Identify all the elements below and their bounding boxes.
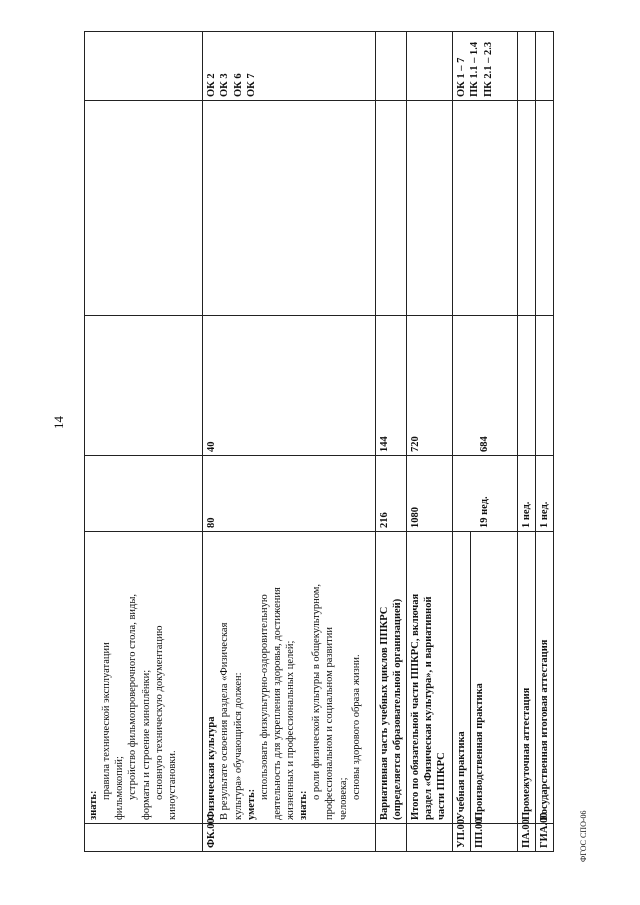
competences — [517, 32, 535, 101]
content-line: о роли физической культуры в общекультурном, — [311, 583, 323, 800]
content-line: Вариативная часть учебных циклов ППКРС — [378, 606, 390, 820]
content-line: Итого по обязательной части ППКРС, включая — [410, 593, 422, 820]
row-code: ПП.00 — [471, 824, 517, 852]
content-line: основы здорового образа жизни. — [350, 654, 362, 800]
table-row — [535, 32, 553, 852]
row-content — [203, 532, 376, 824]
table-row — [453, 32, 471, 852]
competences — [407, 32, 453, 101]
discipline — [203, 101, 376, 316]
hours-class — [85, 316, 203, 456]
hours-class: 720 — [407, 316, 453, 456]
row-content — [535, 532, 553, 824]
row-code — [375, 824, 406, 852]
row-code: ГИА.00 — [535, 824, 553, 852]
hours-class — [517, 316, 535, 456]
table-row — [517, 32, 535, 852]
practice-weeks: 19 нед. — [453, 456, 517, 532]
page-number: 14 — [51, 416, 66, 429]
competences: ОК 1 – 7 ПК 1.1 – 1.4 ПК 2.1 – 2.3 — [453, 32, 517, 101]
content-line: человека; — [337, 777, 349, 820]
row-code — [85, 824, 203, 852]
hours-max: 216 — [375, 456, 406, 532]
hours-class — [535, 316, 553, 456]
discipline — [517, 101, 535, 316]
curriculum-table — [84, 31, 554, 852]
footer-label: ФГОС СПО-06 — [579, 810, 588, 862]
content-line: Физическая культура — [206, 716, 218, 820]
content-line: знать: — [298, 790, 310, 820]
competences — [85, 32, 203, 101]
competences: ОК 2 ОК 3 ОК 6 ОК 7 — [203, 32, 376, 101]
row-content — [517, 532, 535, 824]
row-content — [471, 532, 517, 824]
row-content — [85, 532, 203, 824]
content-line: деятельность для укрепления здоровья, достижения — [271, 587, 283, 820]
content-line: В результате освоения раздела «Физическая — [219, 622, 231, 820]
row-content — [453, 532, 471, 824]
content-line: Промежуточная аттестация — [520, 687, 532, 820]
content-line: фильмокопий; — [114, 756, 126, 820]
row-code: УП.00 — [453, 824, 471, 852]
row-code: ПА.00 — [517, 824, 535, 852]
content-line: Учебная практика — [456, 731, 468, 820]
table-row — [203, 32, 376, 852]
content-line: профессиональном и социальном развитии — [324, 627, 336, 820]
content-line: Государственная итоговая аттестация — [538, 639, 550, 820]
hours-class: 40 — [203, 316, 376, 456]
content-line: уметь: — [245, 788, 257, 820]
content-line: форматы и строение киноплёнки; — [140, 669, 152, 820]
content-line: жизненных и профессиональных целей; — [285, 640, 297, 820]
hours-max: 1080 — [407, 456, 453, 532]
discipline — [535, 101, 553, 316]
table-row — [407, 32, 453, 852]
row-content — [407, 532, 453, 824]
table-row — [375, 32, 406, 852]
competences — [375, 32, 406, 101]
hours-max: 1 нед. — [535, 456, 553, 532]
content-line: киноустановки. — [166, 750, 178, 820]
content-line: (определяется образовательной организацией) — [391, 598, 403, 820]
rotated-table-container — [84, 32, 554, 852]
row-content — [375, 532, 406, 824]
content-line: культура» обучающийся должен: — [232, 672, 244, 820]
row-code: ФК.00 — [203, 824, 376, 852]
competences — [535, 32, 553, 101]
content-line: правила технической эксплуатации — [101, 642, 113, 800]
practice-hours: 684 — [453, 316, 517, 456]
content-line: устройство фильмопроверочного стола, виды, — [127, 593, 139, 800]
content-line: знать: — [88, 790, 99, 820]
hours-class: 144 — [375, 316, 406, 456]
content-line: использовать физкультурно-оздоровительную — [258, 594, 270, 800]
table-row — [85, 32, 203, 852]
content-line: раздел «Физическая культура», и вариативной — [423, 596, 435, 820]
content-line: основную техническую документацию — [153, 625, 165, 800]
discipline — [407, 101, 453, 316]
content-line: Производственная практика — [474, 683, 486, 820]
hours-max: 80 — [203, 456, 376, 532]
content-line: части ППКРС — [436, 752, 448, 820]
row-code — [407, 824, 453, 852]
discipline — [453, 101, 517, 316]
hours-max: 1 нед. — [517, 456, 535, 532]
discipline — [375, 101, 406, 316]
discipline — [85, 101, 203, 316]
hours-max — [85, 456, 203, 532]
